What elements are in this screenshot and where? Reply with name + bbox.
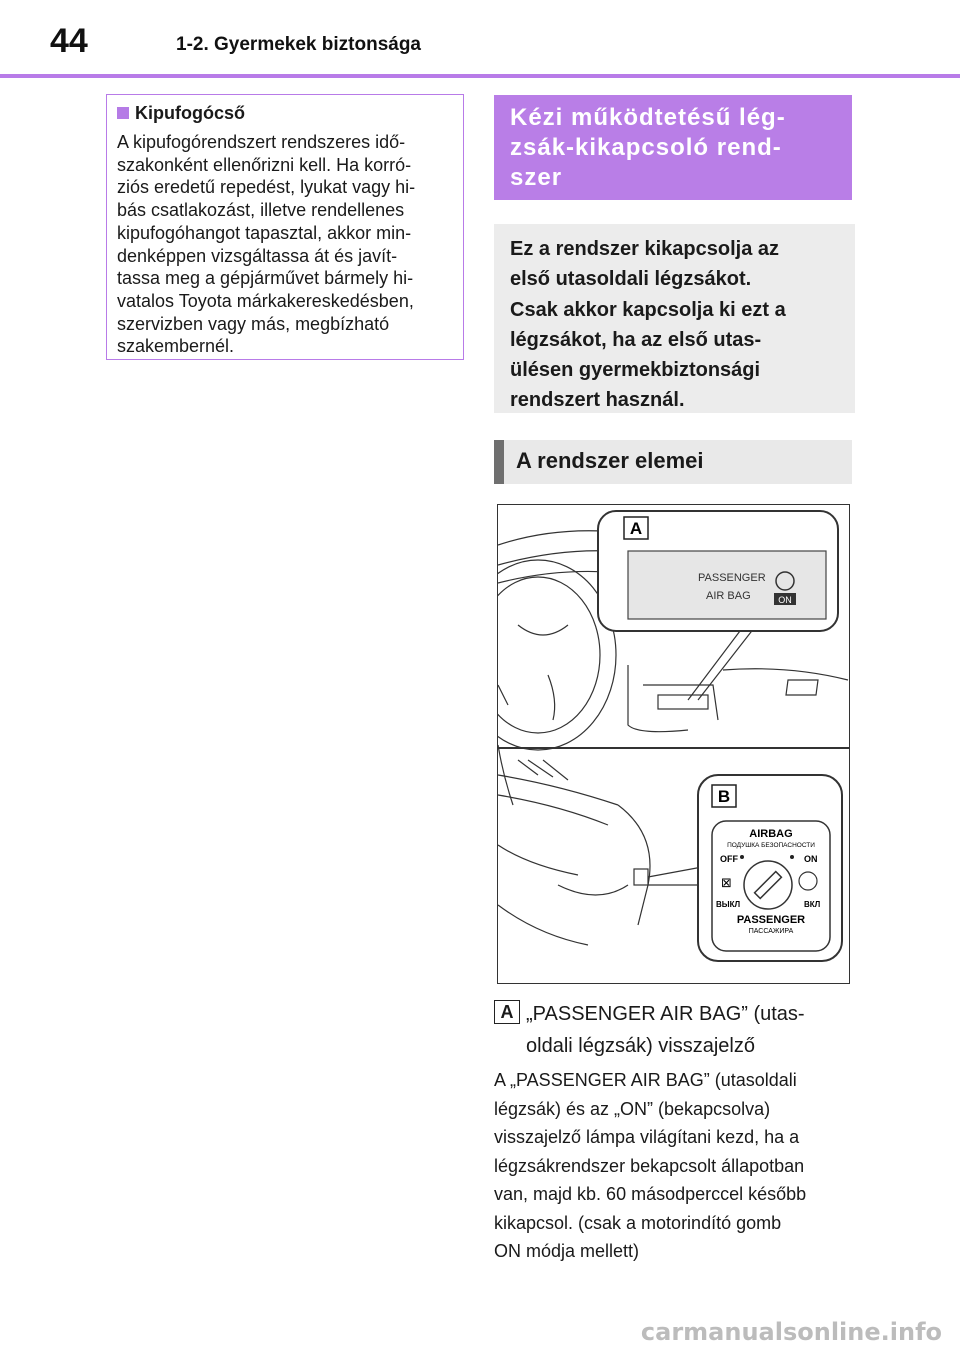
switch-title: AIRBAG <box>749 828 793 840</box>
indicator-description: A „PASSENGER AIR BAG” (utasoldali légzsák) és az „ON” (bekapcsolva) visszajelző lámpa világítani kezd, ha a légzsákrendszer bekapcsolt állapotban van, majd kb. 60 másodperccel később kikapcsol. (csak a motorindító gomb ON módja mellett) <box>494 1070 807 1261</box>
exhaust-note-box <box>106 94 464 360</box>
figure-label-a: A <box>629 519 643 538</box>
header-divider <box>0 74 960 78</box>
indicator-on-text: ON <box>778 595 792 605</box>
subsection-title: A rendszer elemei <box>494 440 852 484</box>
switch-on-label: ON <box>804 854 818 864</box>
dashboard-illustration <box>498 505 849 983</box>
switch-off-ru-label: ВЫКЛ <box>716 900 741 909</box>
indicator-passenger-text: PASSENGER <box>698 572 766 584</box>
key-slot-icon <box>744 861 792 909</box>
indicator-airbag-text: AIR BAG <box>706 590 751 602</box>
watermark: carmanualsonline.info <box>640 1318 942 1346</box>
switch-title-ru: ПОДУШКА БЕЗОПАСНОСТИ <box>727 842 815 849</box>
figure-label-b: B <box>717 787 731 806</box>
note-heading <box>117 101 453 125</box>
square-bullet-icon <box>117 107 129 119</box>
caption-text: „PASSENGER AIR BAG” (utas- oldali légzsák) visszajelző <box>526 1003 805 1057</box>
switch-on-ru-label: ВКЛ <box>804 900 821 909</box>
airbag-system-figure <box>497 504 850 984</box>
section-title: Kézi működtetésű lég- zsák-kikapcsoló rend- szer <box>494 95 852 200</box>
switch-passenger-ru-label: ПАССАЖИРА <box>748 928 794 935</box>
page-number: 44 <box>50 22 88 60</box>
section-intro: Ez a rendszer kikapcsolja az első utasoldali légzsákot. Csak akkor kapcsolja ki ezt a légzsákot, ha az első utas- ülésen gyermekbiztonsági rendszert használ. <box>494 224 855 413</box>
switch-off-label: OFF <box>720 854 738 864</box>
airbag-off-icon: ⊠ <box>721 876 732 891</box>
caption-label-a: A <box>494 1000 520 1024</box>
chapter-title: 1-2. Gyermekek biztonsága <box>176 34 421 55</box>
switch-passenger-label: PASSENGER <box>736 914 806 926</box>
note-body: A kipufogórendszert rendszeres idő- szakonként ellenőrizni kell. Ha korró- ziós eredetű repedést, lyukat vagy hi- bás csatlakozást, illetve rendellenes kipufogóhangot tapasztal, akkor min- denképpen vizsgáltassa át és javít- tassa meg a gépjárművet bármely hi- vatalos Toyota márkakereskedésben, szervizben vagy más, megbízható szakembernél. <box>117 132 416 357</box>
note-heading-text: Kipufogócső <box>135 103 245 123</box>
